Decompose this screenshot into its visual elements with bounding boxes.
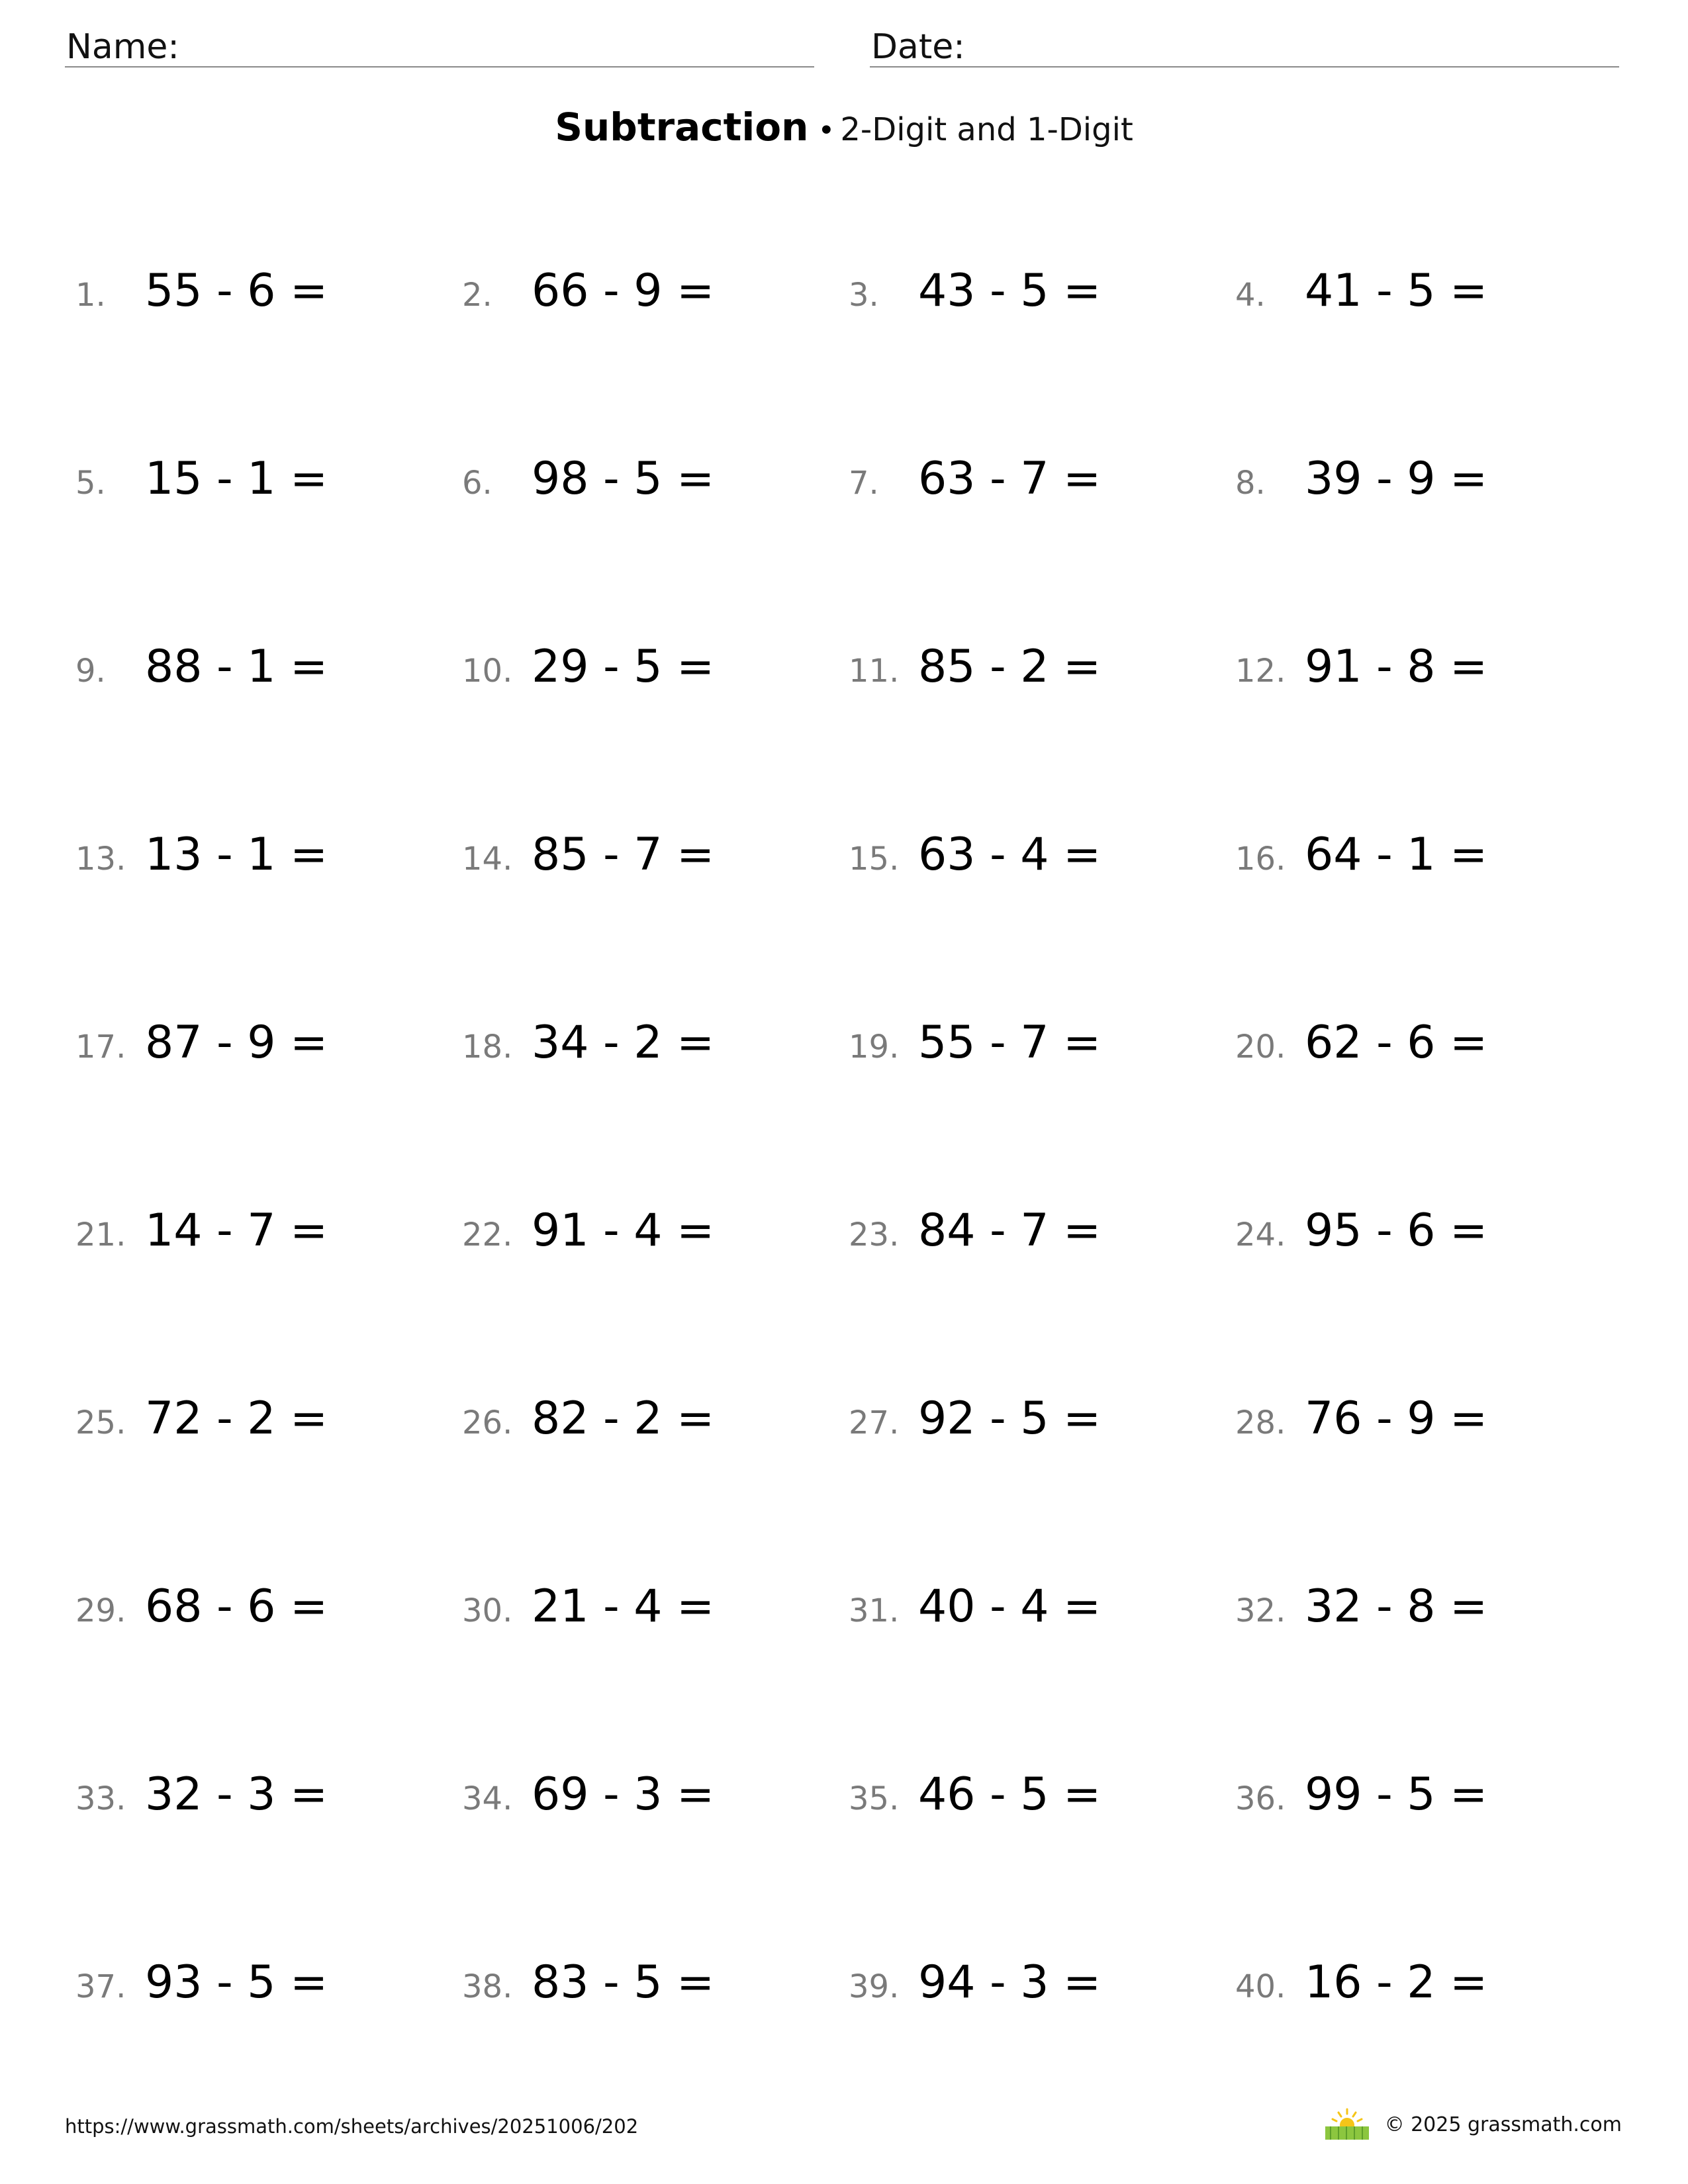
- problem-number: 13.: [75, 841, 126, 878]
- problem-number: 31.: [849, 1592, 900, 1629]
- problem-item: [849, 1201, 1101, 1261]
- problem-item: [462, 261, 714, 321]
- problem-number: 4.: [1235, 277, 1266, 314]
- problem-number: 25.: [75, 1404, 126, 1441]
- problem-item: [1235, 637, 1487, 697]
- problem-item: [75, 1201, 328, 1261]
- problem-expression: 64 - 1 =: [1305, 829, 1488, 881]
- problem-item: [1235, 1953, 1487, 2013]
- problem-expression: 92 - 5 =: [918, 1392, 1102, 1445]
- problem-expression: 94 - 3 =: [918, 1956, 1102, 2009]
- problem-item: [849, 1389, 1101, 1449]
- problem-expression: 91 - 8 =: [1305, 641, 1488, 693]
- problem-number: 10.: [462, 653, 513, 690]
- problem-expression: 13 - 1 =: [145, 829, 328, 881]
- problem-number: 20.: [1235, 1028, 1286, 1066]
- problem-expression: 98 - 5 =: [532, 453, 715, 505]
- problem-number: 16.: [1235, 841, 1286, 878]
- problem-number: 11.: [849, 653, 900, 690]
- problem-item: [849, 1953, 1101, 2013]
- title-main: Subtraction: [555, 105, 809, 150]
- problem-expression: 83 - 5 =: [532, 1956, 715, 2009]
- problem-item: [849, 449, 1101, 509]
- problem-item: [462, 1201, 714, 1261]
- problem-item: [1235, 825, 1487, 885]
- problem-number: 19.: [849, 1028, 900, 1066]
- problem-item: [1235, 449, 1487, 509]
- problem-expression: 40 - 4 =: [918, 1580, 1102, 1633]
- problem-number: 22.: [462, 1216, 513, 1253]
- problem-item: [1235, 1765, 1487, 1825]
- problem-expression: 84 - 7 =: [918, 1205, 1102, 1257]
- problem-expression: 72 - 2 =: [145, 1392, 328, 1445]
- problem-number: 17.: [75, 1028, 126, 1066]
- problem-number: 12.: [1235, 653, 1286, 690]
- footer-copyright: © 2025 grassmath.com: [1384, 2113, 1622, 2136]
- problem-expression: 41 - 5 =: [1305, 265, 1488, 317]
- problem-item: [462, 825, 714, 885]
- problem-item: [75, 1953, 328, 2013]
- problem-item: [75, 449, 328, 509]
- footer-url: https://www.grassmath.com/sheets/archives/20251006/202: [65, 2115, 639, 2138]
- problem-number: 2.: [462, 277, 492, 314]
- problem-item: [75, 825, 328, 885]
- problem-item: [75, 1389, 328, 1449]
- problem-expression: 85 - 7 =: [532, 829, 715, 881]
- problem-number: 18.: [462, 1028, 513, 1066]
- sun-over-grass-icon: [1324, 2108, 1370, 2141]
- problem-number: 27.: [849, 1404, 900, 1441]
- problem-number: 24.: [1235, 1216, 1286, 1253]
- problem-expression: 14 - 7 =: [145, 1205, 328, 1257]
- problem-number: 39.: [849, 1968, 900, 2005]
- problem-number: 33.: [75, 1780, 126, 1817]
- problem-item: [1235, 1201, 1487, 1261]
- problem-number: 40.: [1235, 1968, 1286, 2005]
- problem-expression: 16 - 2 =: [1305, 1956, 1488, 2009]
- problem-item: [462, 1953, 714, 2013]
- problem-number: 30.: [462, 1592, 513, 1629]
- problem-expression: 63 - 4 =: [918, 829, 1102, 881]
- problem-expression: 43 - 5 =: [918, 265, 1102, 317]
- problem-expression: 29 - 5 =: [532, 641, 715, 693]
- problem-number: 28.: [1235, 1404, 1286, 1441]
- date-label: Date:: [871, 27, 965, 67]
- problem-item: [75, 261, 328, 321]
- name-label: Name:: [66, 27, 179, 67]
- problem-expression: 68 - 6 =: [145, 1580, 328, 1633]
- problem-number: 23.: [849, 1216, 900, 1253]
- problem-number: 36.: [1235, 1780, 1286, 1817]
- problem-expression: 87 - 9 =: [145, 1017, 328, 1069]
- problem-expression: 95 - 6 =: [1305, 1205, 1488, 1257]
- problem-item: [462, 1577, 714, 1637]
- title-subtitle: 2-Digit and 1-Digit: [840, 111, 1133, 148]
- problem-item: [1235, 261, 1487, 321]
- problem-number: 37.: [75, 1968, 126, 2005]
- problem-item: [462, 637, 714, 697]
- problem-item: [849, 261, 1101, 321]
- problem-number: 7.: [849, 465, 879, 502]
- problem-item: [75, 637, 328, 697]
- problem-expression: 55 - 6 =: [145, 265, 328, 317]
- problem-expression: 99 - 5 =: [1305, 1768, 1488, 1821]
- problem-expression: 82 - 2 =: [532, 1392, 715, 1445]
- problem-item: [462, 1013, 714, 1073]
- problem-item: [75, 1765, 328, 1825]
- problem-expression: 32 - 8 =: [1305, 1580, 1488, 1633]
- problem-number: 14.: [462, 841, 513, 878]
- footer-brand: [1324, 2105, 1622, 2144]
- problem-expression: 21 - 4 =: [532, 1580, 715, 1633]
- problem-number: 29.: [75, 1592, 126, 1629]
- problem-expression: 55 - 7 =: [918, 1017, 1102, 1069]
- problem-item: [1235, 1013, 1487, 1073]
- problem-number: 9.: [75, 653, 106, 690]
- title-separator: •: [818, 114, 835, 148]
- problem-expression: 34 - 2 =: [532, 1017, 715, 1069]
- problem-expression: 91 - 4 =: [532, 1205, 715, 1257]
- problem-expression: 76 - 9 =: [1305, 1392, 1488, 1445]
- problem-expression: 85 - 2 =: [918, 641, 1102, 693]
- problem-expression: 69 - 3 =: [532, 1768, 715, 1821]
- problem-expression: 93 - 5 =: [145, 1956, 328, 2009]
- problem-number: 15.: [849, 841, 900, 878]
- problem-item: [849, 1765, 1101, 1825]
- problem-item: [75, 1577, 328, 1637]
- problem-number: 1.: [75, 277, 106, 314]
- problem-item: [849, 825, 1101, 885]
- problem-number: 26.: [462, 1404, 513, 1441]
- problem-number: 38.: [462, 1968, 513, 2005]
- problem-item: [1235, 1577, 1487, 1637]
- problem-expression: 63 - 7 =: [918, 453, 1102, 505]
- problem-number: 32.: [1235, 1592, 1286, 1629]
- problem-number: 21.: [75, 1216, 126, 1253]
- problem-number: 34.: [462, 1780, 513, 1817]
- problem-expression: 46 - 5 =: [918, 1768, 1102, 1821]
- problem-number: 3.: [849, 277, 879, 314]
- problem-number: 35.: [849, 1780, 900, 1817]
- problem-item: [462, 449, 714, 509]
- problem-expression: 62 - 6 =: [1305, 1017, 1488, 1069]
- problem-expression: 88 - 1 =: [145, 641, 328, 693]
- problem-item: [462, 1765, 714, 1825]
- problem-number: 8.: [1235, 465, 1266, 502]
- problem-item: [1235, 1389, 1487, 1449]
- problem-item: [462, 1389, 714, 1449]
- problem-item: [75, 1013, 328, 1073]
- problem-number: 5.: [75, 465, 106, 502]
- problem-number: 6.: [462, 465, 492, 502]
- problem-item: [849, 1577, 1101, 1637]
- problem-expression: 39 - 9 =: [1305, 453, 1488, 505]
- problem-expression: 32 - 3 =: [145, 1768, 328, 1821]
- problem-item: [849, 637, 1101, 697]
- problem-expression: 66 - 9 =: [532, 265, 715, 317]
- problem-expression: 15 - 1 =: [145, 453, 328, 505]
- problem-item: [849, 1013, 1101, 1073]
